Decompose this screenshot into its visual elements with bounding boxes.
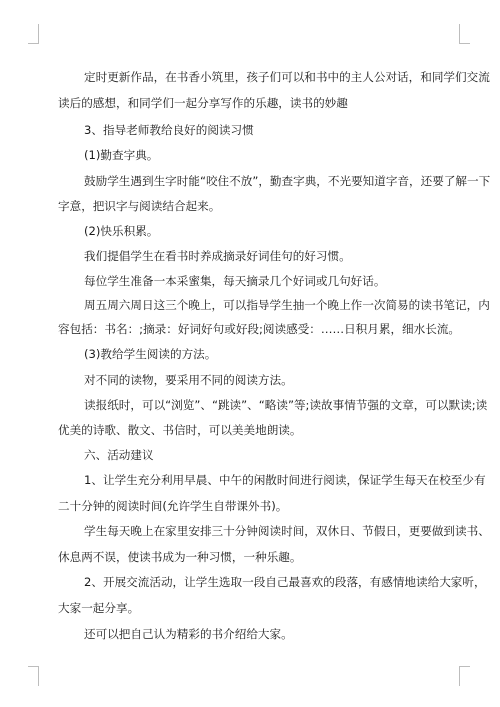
paragraph-line: 鼓励学生遇到生字时能“咬住不放”，勤查字典，不光要知道字音，还要了解一下 — [84, 174, 491, 188]
crop-mark-bottom-right — [459, 666, 460, 686]
paragraph-line: 字意，把识字与阅读结合起来。 — [58, 199, 221, 213]
paragraph-line: 容包括：书名：;摘录：好词好句或好段;阅读感受：……日积月累，细水长流。 — [58, 322, 461, 336]
crop-mark-top-right — [459, 43, 470, 44]
paragraph-line: 定时更新作品，在书香小筑里，孩子们可以和书中的主人公对话，和同学们交流 — [84, 70, 490, 84]
paragraph-line: 优美的诗歌、散文、书信时，可以美美地朗读。 — [58, 423, 302, 437]
paragraph-line: 1、让学生充分利用早晨、中午的闲散时间进行阅读，保证学生每天在校至少有 — [84, 473, 486, 487]
subheading: (2)快乐积累。 — [84, 224, 159, 238]
subheading: (1)勤查字典。 — [84, 148, 159, 162]
paragraph-line: 学生每天晚上在家里安排三十分钟阅读时间，双休日、节假日，更要做到读书、 — [84, 524, 490, 538]
paragraph-line: 读报纸时，可以“浏览”、“跳读”、“略读”等;读故事情节强的文章，可以默读;读 — [84, 398, 488, 412]
paragraph-line: 二十分钟的阅读时间(允许学生自带课外书)。 — [58, 499, 288, 513]
paragraph-line: 读后的感想，和同学们一起分享写作的乐趣，读书的妙趣 — [58, 96, 348, 110]
section-heading: 3、指导老师教给良好的阅读习惯 — [84, 123, 254, 137]
paragraph-line: 每位学生准备一本采蜜集，每天摘录几个好词或几句好话。 — [84, 274, 386, 288]
crop-mark-top-right — [459, 24, 460, 44]
crop-mark-top-left — [28, 43, 39, 44]
crop-mark-top-left — [38, 24, 39, 44]
subheading: (3)教给学生阅读的方法。 — [84, 347, 217, 361]
crop-mark-bottom-left — [38, 666, 39, 686]
paragraph-line: 大家一起分享。 — [58, 601, 140, 615]
paragraph-line: 对不同的读物，要采用不同的阅读方法。 — [84, 373, 293, 387]
paragraph-line: 休息两不误，使读书成为一种习惯，一种乐趣。 — [58, 550, 302, 564]
paragraph-line: 还可以把自己认为精彩的书介绍给大家。 — [84, 627, 293, 641]
paragraph-line: 我们提倡学生在看书时养成摘录好词佳句的好习惯。 — [84, 249, 351, 263]
crop-mark-bottom-right — [459, 666, 470, 667]
crop-mark-bottom-left — [28, 666, 39, 667]
paragraph-line: 2、开展交流活动，让学生选取一段自己最喜欢的段落，有感情地读给大家听， — [84, 575, 486, 589]
section-heading: 六、活动建议 — [84, 448, 154, 462]
paragraph-line: 周五周六周日这三个晚上，可以指导学生抽一个晚上作一次简易的读书笔记，内 — [84, 298, 490, 312]
